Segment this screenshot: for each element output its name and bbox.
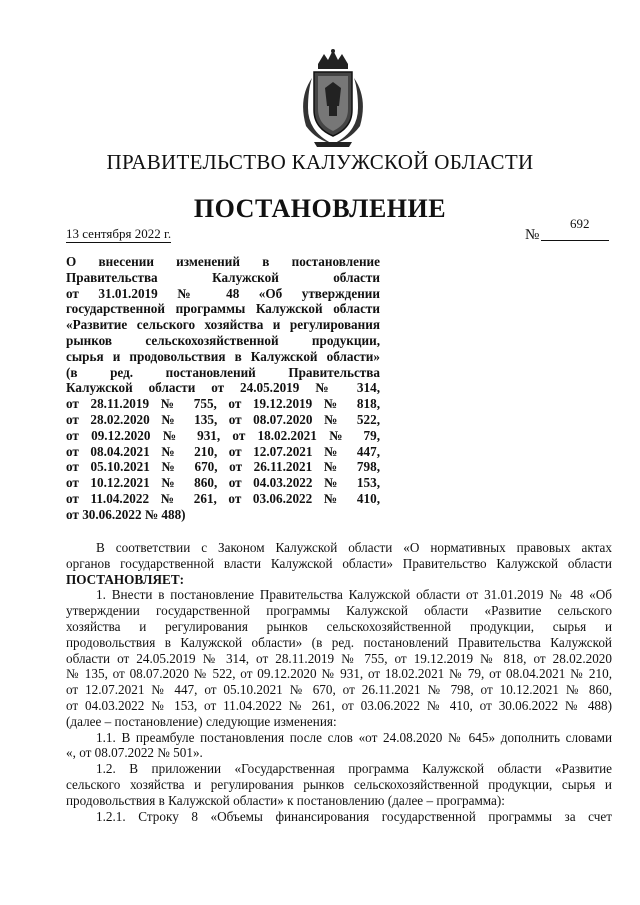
body-line: утверждении государственной программы Калужской области «Развитие сельского [66, 603, 612, 619]
body-line: области от 24.05.2019 № 314, от 28.11.2019 № 755, от 19.12.2019 № 818, от 28.02.2020 [66, 650, 612, 666]
body-line: органов государственной власти Калужской области» Правительство Калужской области [66, 555, 612, 571]
title-line: от 08.04.2021 № 210, от 12.07.2021 № 447, [66, 443, 380, 459]
body-line: 1. Внести в постановление Правительства Калужской области от 31.01.2019 № 48 «Об [96, 587, 612, 603]
title-line: от 28.02.2020 № 135, от 08.07.2020 № 522, [66, 411, 380, 427]
body-line: от 04.03.2022 № 153, от 11.04.2022 № 261, от 03.06.2022 № 410, от 30.06.2022 № 488) [66, 697, 612, 713]
title-line: от 05.10.2021 № 670, от 26.11.2021 № 798, [66, 459, 380, 475]
title-line: государственной программы Калужской области [66, 301, 380, 317]
body-line: (далее – постановление) следующие изменения: [66, 713, 337, 729]
body-line: хозяйства и регулирования рынков сельскохозяйственной продукции, сырья и [66, 618, 612, 634]
title-line: от 11.04.2022 № 261, от 03.06.2022 № 410, [66, 490, 380, 506]
title-line: (в ред. постановлений Правительства [66, 364, 380, 380]
title-line: от 28.11.2019 № 755, от 19.12.2019 № 818, [66, 396, 380, 412]
title-line: Правительства Калужской области [66, 269, 380, 285]
body-line: № 135, от 08.07.2020 № 522, от 09.12.2020 № 931, от 18.02.2021 № 79, от 08.04.2021 № 210, [66, 666, 612, 682]
number-label: № [525, 227, 540, 243]
title-line: Калужской области от 24.05.2019 № 314, [66, 380, 380, 396]
number-underline [541, 240, 609, 241]
title-line: рынков сельскохозяйственной продукции, [66, 332, 380, 348]
document-number: 692 [570, 216, 590, 231]
body-line: 1.2.1. Строку 8 «Объемы финансирования государственной программы за счет [96, 808, 612, 824]
body-line: 1.2. В приложении «Государственная программа Калужской области «Развитие [96, 761, 612, 777]
body-line: В соответствии с Законом Калужской области «О нормативных правовых актах [96, 540, 612, 555]
coat-of-arms-emblem [294, 48, 372, 148]
body-line: «, от 08.07.2022 № 501». [66, 745, 203, 761]
title-line: от 09.12.2020 № 931, от 18.02.2021 № 79, [66, 427, 380, 443]
document-date: 13 сентября 2022 г. [66, 226, 172, 241]
title-line: О внесении изменений в постановление [66, 254, 380, 269]
body-line: от 12.07.2021 № 447, от 05.10.2021 № 670, от 26.11.2021 № 798, от 10.12.2021 № 860, [66, 682, 612, 698]
authority-name: ПРАВИТЕЛЬСТВО КАЛУЖСКОЙ ОБЛАСТИ [106, 150, 534, 174]
title-line: «Развитие сельского хозяйства и регулирования [66, 317, 380, 333]
body-line: продовольствия в Калужской области» к постановлению (далее – программа): [66, 792, 505, 808]
body-line: 1.1. В преамбуле постановления после слов «от 24.08.2020 № 645» дополнить словами [96, 729, 612, 745]
title-line: от 30.06.2022 № 488) [66, 506, 186, 522]
document-title [66, 254, 380, 523]
document-body [66, 540, 612, 824]
title-line: от 31.01.2019 № 48 «Об утверждении [66, 285, 380, 301]
title-line: сырья и продовольствия в Калужской области» [66, 348, 380, 364]
body-line: сельского хозяйства и регулирования рынков сельскохозяйственной продукции, сырья и [66, 776, 612, 792]
title-line: от 10.12.2021 № 860, от 04.03.2022 № 153, [66, 475, 380, 491]
body-line: продовольствия в Калужской области» (в ред. постановлений Правительства Калужской [66, 634, 612, 650]
document-type: ПОСТАНОВЛЕНИЕ [193, 194, 447, 223]
resolution-keyword: ПОСТАНОВЛЯЕТ: [66, 571, 185, 587]
